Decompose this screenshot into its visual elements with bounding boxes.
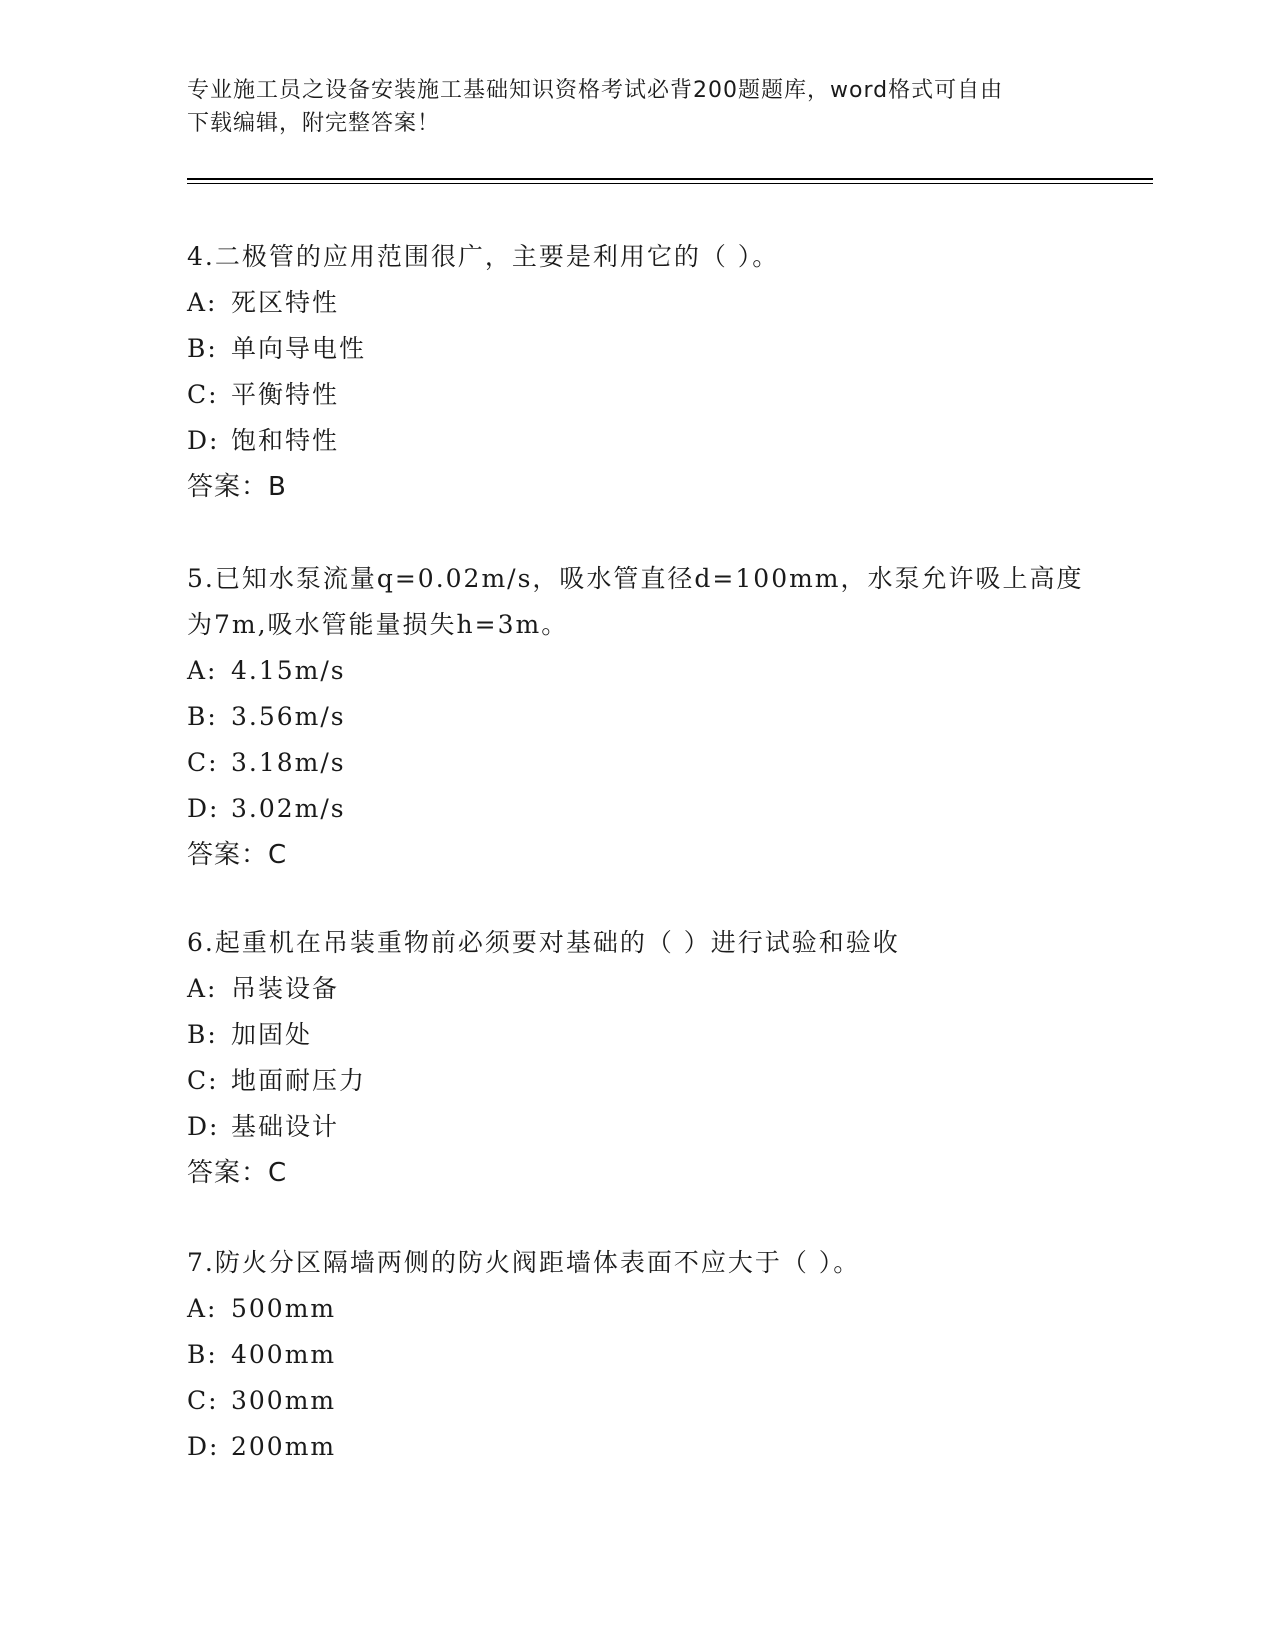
option-text: 400mm [231, 1340, 337, 1369]
option-c [187, 1378, 1087, 1424]
option-text: 吊装设备 [231, 974, 340, 1003]
option-key: A: [187, 288, 218, 317]
option-text: 3.02m/s [231, 794, 346, 823]
option-a [187, 280, 1087, 326]
answer-label: 答案：C [187, 1158, 288, 1188]
option-text: 地面耐压力 [231, 1066, 367, 1095]
option-c [187, 372, 1087, 418]
option-text: 平衡特性 [231, 380, 340, 409]
option-b [187, 694, 1087, 740]
option-a [187, 966, 1087, 1012]
option-text: 基础设计 [231, 1112, 340, 1141]
option-key: C: [187, 1386, 219, 1415]
option-key: C: [187, 1066, 219, 1095]
question-stem-line-2: 为7m,吸水管能量损失h=3m。 [187, 610, 569, 639]
option-key: C: [187, 748, 219, 777]
option-text: 300mm [231, 1386, 337, 1415]
question-5 [187, 556, 1087, 878]
option-key: D: [187, 426, 220, 455]
document-header [187, 74, 1087, 140]
option-d [187, 418, 1087, 464]
option-d [187, 1424, 1087, 1470]
option-text: 500mm [231, 1294, 337, 1323]
option-text: 加固处 [231, 1020, 313, 1049]
option-d [187, 786, 1087, 832]
answer-label: 答案：C [187, 840, 288, 870]
question-7 [187, 1240, 1087, 1470]
question-stem-line-1: 5.已知水泵流量q=0.02m/s，吸水管直径d=100mm，水泵允许吸上高度 [187, 564, 1084, 593]
option-b [187, 1332, 1087, 1378]
option-key: C: [187, 380, 219, 409]
option-key: D: [187, 1112, 220, 1141]
header-divider-top [187, 178, 1153, 180]
option-key: D: [187, 1432, 220, 1461]
option-c [187, 740, 1087, 786]
question-6 [187, 920, 1087, 1196]
option-key: B: [187, 334, 218, 363]
option-text: 死区特性 [231, 288, 340, 317]
option-a [187, 648, 1087, 694]
option-d [187, 1104, 1087, 1150]
answer-label: 答案：B [187, 472, 287, 502]
option-key: A: [187, 1294, 218, 1323]
option-key: D: [187, 794, 220, 823]
option-key: B: [187, 702, 218, 731]
option-text: 单向导电性 [231, 334, 367, 363]
question-stem: 7.防火分区隔墙两侧的防火阀距墙体表面不应大于（ ）。 [187, 1248, 861, 1277]
option-key: A: [187, 656, 218, 685]
header-line-2: 下载编辑，附完整答案！ [187, 111, 441, 136]
option-key: B: [187, 1020, 218, 1049]
option-text: 200mm [231, 1432, 337, 1461]
option-b [187, 326, 1087, 372]
header-line-1: 专业施工员之设备安装施工基础知识资格考试必背200题题库，word格式可自由 [187, 78, 1004, 103]
question-stem: 6.起重机在吊装重物前必须要对基础的（ ）进行试验和验收 [187, 928, 900, 957]
option-text: 3.18m/s [231, 748, 346, 777]
option-key: B: [187, 1340, 218, 1369]
option-a [187, 1286, 1087, 1332]
header-divider-bottom [187, 183, 1153, 184]
option-key: A: [187, 974, 218, 1003]
option-text: 4.15m/s [231, 656, 346, 685]
question-4 [187, 234, 1087, 510]
question-stem: 4.二极管的应用范围很广，主要是利用它的（ ）。 [187, 242, 780, 271]
option-text: 饱和特性 [231, 426, 340, 455]
option-b [187, 1012, 1087, 1058]
option-c [187, 1058, 1087, 1104]
option-text: 3.56m/s [231, 702, 346, 731]
